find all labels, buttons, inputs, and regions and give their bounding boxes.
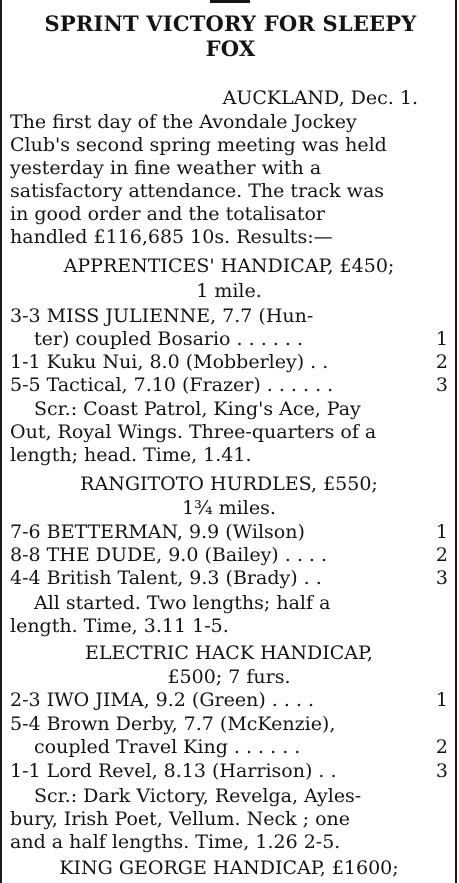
entry-text: 1-1 Kuku Nui, 8.0 (Mobberley) . . bbox=[10, 351, 329, 373]
entry-text: 5-5 Tactical, 7.10 (Frazer) . . . . . . bbox=[10, 374, 334, 396]
race-note: bury, Irish Poet, Vellum. Neck ; one bbox=[10, 808, 351, 830]
dateline: AUCKLAND, Dec. 1. bbox=[222, 87, 418, 109]
race-note: length. Time, 3.11 1-5. bbox=[10, 615, 229, 637]
entry-position: 1 bbox=[435, 689, 448, 711]
entry-position: 1 bbox=[435, 328, 448, 350]
race-title: APPRENTICES' HANDICAP, £450; bbox=[63, 255, 395, 277]
race-entry bbox=[10, 304, 448, 328]
race-entry bbox=[10, 566, 448, 590]
headline-line-2: FOX bbox=[205, 36, 256, 61]
race-entry bbox=[10, 520, 448, 544]
entry-position: 1 bbox=[435, 521, 448, 543]
top-rule bbox=[210, 0, 250, 3]
race-note: length; head. Time, 1.41. bbox=[10, 444, 252, 466]
race-entry bbox=[10, 543, 448, 567]
intro-line: in good order and the totalisator bbox=[10, 203, 325, 225]
entry-position: 3 bbox=[435, 374, 448, 396]
race-entry bbox=[10, 373, 448, 397]
entry-position: 2 bbox=[435, 351, 448, 373]
entry-position: 3 bbox=[435, 760, 448, 782]
race-distance: £500; 7 furs. bbox=[167, 666, 291, 688]
race-entry bbox=[10, 759, 448, 783]
entry-position: 2 bbox=[435, 544, 448, 566]
entry-text: 2-3 IWO JIMA, 9.2 (Green) . . . . bbox=[10, 689, 315, 711]
race-entry bbox=[10, 350, 448, 374]
race-title: KING GEORGE HANDICAP, £1600; bbox=[59, 857, 399, 879]
intro-line: The first day of the Avondale Jockey bbox=[10, 111, 357, 133]
intro-line: Club's second spring meeting was held bbox=[10, 134, 387, 156]
right-column-rule bbox=[455, 0, 457, 883]
race-note: All started. Two lengths; half a bbox=[34, 592, 331, 614]
left-column-rule bbox=[0, 0, 2, 883]
entry-text: 3-3 MISS JULIENNE, 7.7 (Hun- bbox=[10, 305, 314, 327]
race-note: Scr.: Coast Patrol, King's Ace, Pay bbox=[34, 398, 361, 420]
race-entry bbox=[10, 327, 448, 351]
entry-text: 1-1 Lord Revel, 8.13 (Harrison) . . bbox=[10, 760, 337, 782]
race-entry bbox=[10, 712, 448, 736]
entry-text: 5-4 Brown Derby, 7.7 (McKenzie), bbox=[10, 713, 336, 735]
intro-line: yesterday in fine weather with a bbox=[10, 157, 322, 179]
race-distance: 1 mile. bbox=[196, 280, 262, 302]
race-title: RANGITOTO HURDLES, £550; bbox=[80, 473, 378, 495]
entry-text: 7-6 BETTERMAN, 9.9 (Wilson) bbox=[10, 521, 305, 543]
intro-line: satisfactory attendance. The track was bbox=[10, 180, 385, 202]
entry-position: 3 bbox=[435, 567, 448, 589]
entry-text: 4-4 British Talent, 9.3 (Brady) . . bbox=[10, 567, 322, 589]
headline-line-1: SPRINT VICTORY FOR SLEEPY bbox=[44, 11, 417, 36]
entry-text: 8-8 THE DUDE, 9.0 (Bailey) . . . . bbox=[10, 544, 328, 566]
entry-position: 2 bbox=[435, 736, 448, 758]
race-note: Out, Royal Wings. Three-quarters of a bbox=[10, 421, 377, 443]
race-distance: 1¾ miles. bbox=[182, 497, 276, 519]
entry-text: ter) coupled Bosario . . . . . . bbox=[34, 328, 303, 350]
race-note: and a half lengths. Time, 1.26 2-5. bbox=[10, 831, 341, 853]
entry-text: coupled Travel King . . . . . . bbox=[34, 736, 301, 758]
race-title: ELECTRIC HACK HANDICAP, bbox=[85, 642, 373, 664]
intro-line: handled £116,685 10s. Results:— bbox=[10, 226, 333, 248]
race-entry bbox=[10, 735, 448, 759]
race-entry bbox=[10, 688, 448, 712]
race-note: Scr.: Dark Victory, Revelga, Ayles- bbox=[34, 785, 362, 807]
